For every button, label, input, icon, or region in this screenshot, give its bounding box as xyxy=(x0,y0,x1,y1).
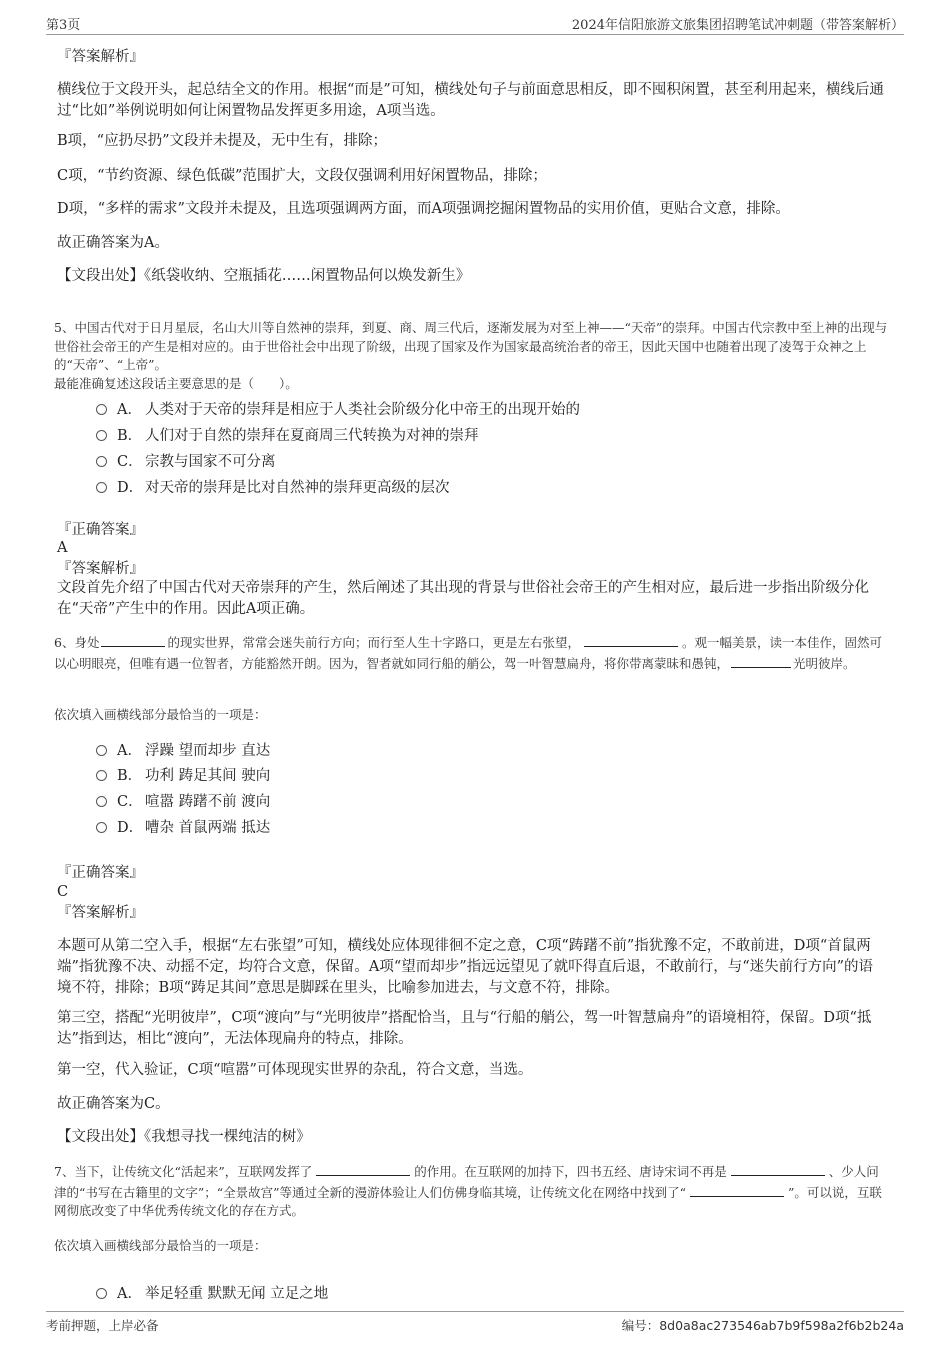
q6-option-d[interactable]: D． 嘈杂 首鼠两端 抵达 xyxy=(96,818,270,838)
q6-answer-label: 『正确答案』 xyxy=(57,865,144,881)
q5-answer: A xyxy=(57,540,68,556)
q5-option-a[interactable]: A． 人类对于天帝的崇拜是相应于人类社会阶级分化中帝王的出现开始的 xyxy=(96,400,580,420)
q6-analysis-para-3: 第一空，代入验证，C项“喧嚣”可体现现实世界的杂乱，符合文意，当选。 xyxy=(57,1062,533,1078)
q4-conclusion: 故正确答案为A。 xyxy=(57,235,169,251)
q5-answer-label: 『正确答案』 xyxy=(57,522,144,538)
radio-icon[interactable] xyxy=(96,456,107,467)
radio-icon[interactable] xyxy=(96,430,107,441)
radio-icon[interactable] xyxy=(96,482,107,493)
blank-3 xyxy=(731,653,791,668)
page-footer xyxy=(46,1311,904,1336)
q4-analysis-label: 『答案解析』 xyxy=(57,49,144,65)
q6-question: 依次填入画横线部分最恰当的一项是： xyxy=(54,707,267,722)
page-number: 第3页 xyxy=(46,18,81,33)
q6-analysis-para-1: 本题可从第二空入手，根据“左右张望”可知，横线处应体现徘徊不定之意，C项“踌躇不前”指犹豫不定，不敢前进，D项“首鼠两端”指犹豫不决、动摇不定，均符合文意，保留。A项“望而却步”指远远望见了就吓得直后退，不敢前行，与“迷失前行方向”的语境不符，排除；B项“踌足其间”意思是脚踩在里头，比喻参加进去，与文意不符，排除。 xyxy=(57,938,874,996)
q5-option-c[interactable]: C． 宗教与国家不可分离 xyxy=(96,452,276,472)
q4-source: 【文段出处】《纸袋收纳、空瓶插花……闲置物品何以焕发新生》 xyxy=(57,268,471,284)
blank-1 xyxy=(316,1161,410,1176)
q4-analysis-option-c: C项，“节约资源、绿色低碳”范围扩大，文段仅强调利用好闲置物品，排除； xyxy=(57,168,547,184)
q5-analysis-label: 『答案解析』 xyxy=(57,561,144,577)
radio-icon[interactable] xyxy=(96,770,107,781)
radio-icon[interactable] xyxy=(96,404,107,415)
q7-question: 依次填入画横线部分最恰当的一项是： xyxy=(54,1238,267,1253)
q4-analysis-option-b: B项，“应扔尽扔”文段并未提及，无中生有，排除； xyxy=(57,133,387,149)
q6-source: 【文段出处】《我想寻找一棵纯洁的树》 xyxy=(57,1129,311,1145)
footer-code: 编号：8d0a8ac273546ab7b9f598a2f6b2b24a xyxy=(621,1318,904,1333)
q5-question: 最能准确复述这段话主要意思的是（ ）。 xyxy=(54,376,298,391)
radio-icon[interactable] xyxy=(96,745,107,756)
page-header xyxy=(46,12,904,35)
q5-stem: 5、中国古代对于日月星辰，名山大川等自然神的崇拜，到夏、商、周三代后，逐渐发展为对至上神——“天帝”的崇拜。中国古代宗教中至上神的出现与世俗社会帝王的产生是相对应的。由于世俗社会中出现了阶级，出现了国家及作为国家最高统治者的帝王，因此天国中也随着出现了凌驾于众神之上的“天帝”、“上帝”。 xyxy=(54,320,888,372)
q4-analysis-option-d: D项，“多样的需求”文段并未提及，且选项强调两方面，而A项强调挖掘闲置物品的实用价值，更贴合文意，排除。 xyxy=(57,201,790,217)
blank-2 xyxy=(584,632,678,647)
q6-analysis-para-2: 第三空，搭配“光明彼岸”，C项“渡向”与“光明彼岸”搭配恰当，且与“行船的艄公，驾一叶智慧扁舟”的语境相符，保留。D项“抵达”指到达，相比“渡向”，无法体现扁舟的特点，排除。 xyxy=(57,1010,872,1047)
q6-analysis-label: 『答案解析』 xyxy=(57,905,144,921)
q6-answer: C xyxy=(57,884,69,900)
q5-analysis: 文段首先介绍了中国古代对天帝崇拜的产生，然后阐述了其出现的背景与世俗社会帝王的产生相对应，最后进一步指出阶级分化在“天帝”产生中的作用。因此A项正确。 xyxy=(57,580,869,617)
q4-analysis-para: 横线位于文段开头，起总结全文的作用。根据“而是”可知，横线处句子与前面意思相反，即不囤积闲置，甚至利用起来，横线后通过“比如”举例说明如何让闲置物品发挥更多用途，A项当选。 xyxy=(57,82,884,119)
radio-icon[interactable] xyxy=(96,822,107,833)
q6-conclusion: 故正确答案为C。 xyxy=(57,1096,170,1112)
q7-option-a[interactable]: A． 举足轻重 默默无闻 立足之地 xyxy=(96,1284,328,1304)
q6-option-a[interactable]: A． 浮躁 望而却步 直达 xyxy=(96,741,270,761)
radio-icon[interactable] xyxy=(96,796,107,807)
radio-icon[interactable] xyxy=(96,1288,107,1299)
blank-2 xyxy=(731,1161,825,1176)
q5-option-b[interactable]: B． 人们对于自然的崇拜在夏商周三代转换为对神的崇拜 xyxy=(96,426,479,446)
blank-3 xyxy=(690,1182,784,1197)
q6-option-c[interactable]: C． 喧嚣 踌躇不前 渡向 xyxy=(96,792,270,812)
q7-stem: 7、当下，让传统文化“活起来”，互联网发挥了 的作用。在互联网的加持下，四书五经、唐诗宋词不再是 、少人问津的“书写在古籍里的文字”；“全景故宫”等通过全新的漫游体验让人们仿佛身临其境，让传统文化在网络中找到了“ ”。可以说，互联网彻底改变了中华优秀传统文化的存在方式。 xyxy=(54,1161,888,1221)
blank-1 xyxy=(101,632,165,647)
footer-slogan: 考前押题，上岸必备 xyxy=(46,1318,159,1333)
document-title: 2024年信阳旅游文旅集团招聘笔试冲刺题（带答案解析） xyxy=(571,18,904,33)
q5-option-d[interactable]: D． 对天帝的崇拜是比对自然神的崇拜更高级的层次 xyxy=(96,478,450,498)
q6-stem: 6、身处 的现实世界，常常会迷失前行方向；而行至人生十字路口，更是左右张望， 。观一幅美景，读一本佳作，固然可以心明眼亮，但唯有遇一位智者，方能豁然开朗。因为，智者就如同行船的艄公，驾一叶智慧扁舟，将你带离蒙昧和愚钝， 光明彼岸。 xyxy=(54,632,888,673)
q6-option-b[interactable]: B． 功利 踌足其间 驶向 xyxy=(96,766,270,786)
